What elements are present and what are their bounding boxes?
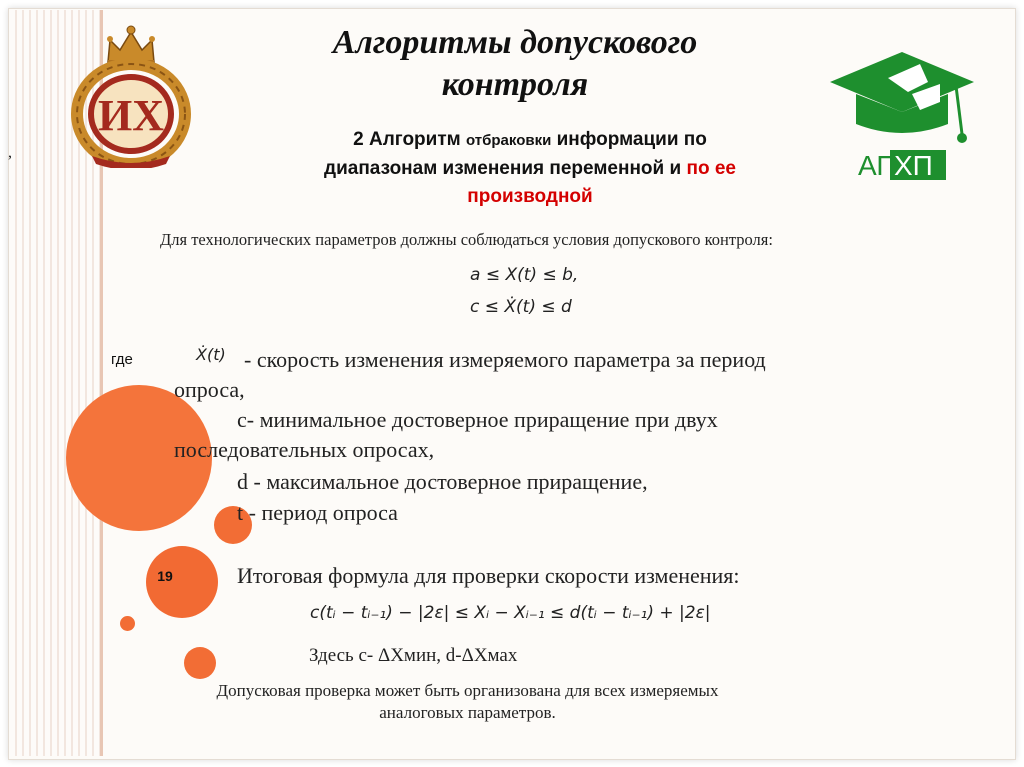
definition-t: t - период опроса: [237, 500, 398, 525]
definition-d: d - максимальное достоверное приращение,: [237, 469, 648, 494]
slide-subtitle: [215, 126, 845, 211]
definition-c-cont: последовательных опросах,: [174, 437, 435, 462]
formula-range: a ≤ X(t) ≤ b,: [470, 265, 579, 285]
subtitle-line-2-red: по ее: [686, 158, 736, 179]
footer-note: [120, 680, 815, 724]
definition-speed: - скорость изменения измеряемого параметра за период: [244, 347, 766, 372]
definition-c: с- минимальное достоверное приращение при двух: [237, 407, 718, 432]
university-emblem-icon: [70, 18, 192, 168]
title-line-2: контроля: [441, 66, 589, 103]
here-line: Здесь с- ΔXмин, d-ΔXмах: [309, 645, 518, 666]
footer-line-1: Допусковая проверка может быть организована для всех измеряемых: [216, 681, 719, 700]
subtitle-line-2-black: диапазонам изменения переменной и: [324, 158, 687, 179]
final-formula-intro: Итоговая формула для проверки скорости изменения:: [237, 563, 740, 588]
where-label: где: [111, 351, 133, 368]
slide-number: 19: [157, 568, 173, 584]
subtitle-part-3: информации по: [551, 129, 707, 150]
final-formula: c(tᵢ − tᵢ₋₁) − |2ε| ≤ Xᵢ − Xᵢ₋₁ ≤ d(tᵢ − tᵢ₋₁) + |2ε|: [310, 603, 711, 623]
svg-text:ИХ: ИХ: [98, 91, 164, 140]
aphp-logo-icon: [828, 42, 976, 184]
decorative-circle-small: [120, 616, 135, 631]
subtitle-line-1: [215, 126, 845, 155]
subtitle-part-1: 2 Алгоритм: [353, 129, 466, 150]
footer-line-2: аналоговых параметров.: [379, 703, 556, 722]
subtitle-line-2: [215, 155, 845, 183]
stray-comma: ,: [8, 144, 12, 161]
derivative-symbol: Ẋ(t): [196, 345, 226, 364]
definition-speed-cont: опроса,: [174, 377, 245, 402]
subtitle-part-2: отбраковки: [465, 132, 552, 149]
formula-derivative-range: c ≤ Ẋ(t) ≤ d: [470, 297, 572, 317]
title-line-1: Алгоритмы допускового: [332, 24, 698, 61]
decorative-circle-small-2: [184, 647, 216, 679]
subtitle-line-3: производной: [467, 186, 593, 207]
conditions-intro: Для технологических параметров должны соблюдаться условия допускового контроля:: [160, 230, 773, 249]
slide-title: [210, 22, 820, 106]
svg-text:АП: АП: [858, 150, 897, 181]
svg-text:ХП: ХП: [894, 150, 933, 181]
